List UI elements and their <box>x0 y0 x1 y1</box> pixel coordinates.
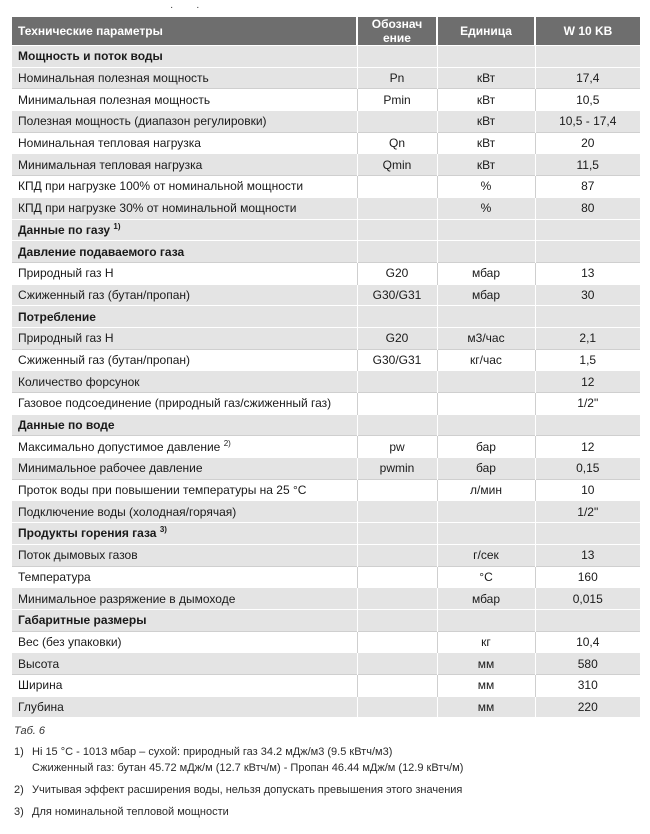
section-title-text: Мощность и поток воды <box>18 49 163 64</box>
param-cell-text: Природный газ H <box>18 331 114 346</box>
param-cell <box>12 284 357 306</box>
param-cell <box>12 631 357 653</box>
footnote-text <box>32 744 644 776</box>
param-cell <box>12 393 357 415</box>
section-title-text: Давление подаваемого газа <box>18 244 185 259</box>
value-cell <box>535 458 640 480</box>
table-header-row <box>12 17 640 46</box>
section-empty-cell <box>357 46 437 68</box>
designation-cell <box>357 436 437 458</box>
footnote-line: Для номинальной тепловой мощности <box>32 806 229 818</box>
param-cell <box>12 653 357 675</box>
value-cell <box>535 371 640 393</box>
section-row <box>12 414 640 436</box>
table-row <box>12 327 640 349</box>
unit-cell <box>437 327 535 349</box>
section-title-text: Данные по газу <box>18 222 111 237</box>
unit-cell <box>437 544 535 566</box>
footnote <box>14 744 644 776</box>
section-empty-cell <box>357 241 437 263</box>
section-title-text: Данные по воде <box>18 418 115 433</box>
designation-cell <box>357 696 437 717</box>
unit-cell-text: кВт <box>476 71 496 86</box>
param-cell-text: Поток дымовых газов <box>18 548 138 563</box>
unit-cell-text: % <box>480 201 492 216</box>
footnote-line: Учитывая эффект расширения воды, нельзя допускать превышения этого значения <box>32 784 463 796</box>
top-dots: · · <box>170 2 210 13</box>
unit-cell <box>437 89 535 111</box>
section-empty-cell <box>535 306 640 328</box>
unit-cell <box>437 458 535 480</box>
table-row <box>12 588 640 610</box>
table-caption: Таб. 6 <box>14 725 46 737</box>
value-cell-text: 220 <box>577 699 598 714</box>
param-cell-text: Максимально допустимое давление <box>18 439 221 454</box>
section-empty-cell <box>437 219 535 241</box>
unit-cell-text: кВт <box>476 157 496 172</box>
table-row <box>12 132 640 154</box>
unit-cell <box>437 111 535 133</box>
param-cell <box>12 89 357 111</box>
table-row <box>12 566 640 588</box>
value-cell <box>535 67 640 89</box>
param-cell <box>12 349 357 371</box>
value-cell <box>535 327 640 349</box>
section-title-text: Потребление <box>18 309 96 324</box>
footnotes <box>14 744 644 820</box>
designation-cell-text: pwmin <box>379 461 415 476</box>
value-cell-text: 10,4 <box>576 634 600 649</box>
unit-cell-text: г/сек <box>473 548 499 563</box>
unit-cell-text: кг <box>481 634 491 649</box>
table-row <box>12 544 640 566</box>
table-row <box>12 501 640 523</box>
section-empty-cell <box>437 46 535 68</box>
designation-cell <box>357 393 437 415</box>
unit-cell <box>437 653 535 675</box>
designation-cell <box>357 544 437 566</box>
value-cell-text: 20 <box>581 136 595 151</box>
value-cell-text: 160 <box>577 569 598 584</box>
value-cell-text: 12 <box>581 374 595 389</box>
unit-cell <box>437 588 535 610</box>
value-cell-text: 1/2" <box>577 396 599 411</box>
designation-cell <box>357 132 437 154</box>
param-cell <box>12 111 357 133</box>
param-cell-text: КПД при нагрузке 30% от номинальной мощности <box>18 201 297 216</box>
section-empty-cell <box>357 414 437 436</box>
unit-cell <box>437 67 535 89</box>
param-cell-text: Номинальная тепловая нагрузка <box>18 136 201 151</box>
designation-cell <box>357 154 437 176</box>
value-cell <box>535 566 640 588</box>
section-title <box>12 523 357 545</box>
value-cell <box>535 284 640 306</box>
section-row <box>12 46 640 68</box>
table-row <box>12 631 640 653</box>
footnote-line: Hi 15 °C - 1013 мбар – сухой: природный газ 34.2 мДж/м3 (9.5 кВтч/м3) <box>32 746 393 758</box>
section-empty-cell <box>535 414 640 436</box>
designation-cell-text: G20 <box>385 266 409 281</box>
designation-cell <box>357 89 437 111</box>
param-cell-text: Ширина <box>18 678 63 693</box>
section-title <box>12 219 357 241</box>
footnote-text <box>32 804 644 820</box>
unit-cell-text: бар <box>476 439 496 454</box>
value-cell <box>535 653 640 675</box>
value-cell-text: 10,5 <box>576 92 600 107</box>
unit-cell <box>437 436 535 458</box>
footnote-number: 3) <box>14 806 24 818</box>
param-cell <box>12 696 357 717</box>
unit-cell <box>437 631 535 653</box>
designation-cell <box>357 566 437 588</box>
section-row <box>12 241 640 263</box>
section-row <box>12 609 640 631</box>
value-cell-text: 17,4 <box>576 71 600 86</box>
table-row <box>12 458 640 480</box>
param-cell-text: Глубина <box>18 699 64 714</box>
value-cell-text: 10 <box>581 483 595 498</box>
section-empty-cell <box>357 219 437 241</box>
value-cell-text: 0,015 <box>572 591 603 606</box>
param-cell-text: Проток воды при повышении температуры на 25 °C <box>18 483 307 498</box>
table-row <box>12 89 640 111</box>
designation-cell-text: pw <box>389 439 405 454</box>
unit-cell-text: мм <box>477 699 495 714</box>
designation-cell <box>357 501 437 523</box>
unit-cell <box>437 349 535 371</box>
value-cell <box>535 501 640 523</box>
designation-cell <box>357 653 437 675</box>
value-cell-text: 2,1 <box>579 331 597 346</box>
header-model: W 10 KB <box>535 17 640 46</box>
table-row <box>12 284 640 306</box>
designation-cell <box>357 371 437 393</box>
table-row <box>12 262 640 284</box>
unit-cell-text: % <box>480 179 492 194</box>
param-cell-text: Минимальная тепловая нагрузка <box>18 157 203 172</box>
designation-cell-text: G30/G31 <box>372 352 422 367</box>
designation-cell-text: Pmin <box>383 92 411 107</box>
table-row <box>12 696 640 717</box>
param-cell-text: Количество форсунок <box>18 374 140 389</box>
designation-cell <box>357 111 437 133</box>
footnote-ref: 1) <box>113 221 121 231</box>
value-cell-text: 1/2" <box>577 504 599 519</box>
unit-cell-text: кг/час <box>470 352 502 367</box>
value-cell <box>535 111 640 133</box>
param-cell-text: Газовое подсоединение (природный газ/сжиженный газ) <box>18 396 332 411</box>
value-cell-text: 0,15 <box>576 461 600 476</box>
param-cell-text: Минимальное рабочее давление <box>18 461 203 476</box>
value-cell-text: 11,5 <box>576 157 599 172</box>
value-cell-text: 10,5 - 17,4 <box>559 114 617 129</box>
param-cell-text: Номинальная полезная мощность <box>18 71 209 86</box>
value-cell <box>535 349 640 371</box>
param-cell-text: Минимальное разряжение в дымоходе <box>18 591 236 606</box>
table-row <box>12 674 640 696</box>
designation-cell-text: G30/G31 <box>372 287 422 302</box>
section-empty-cell <box>437 414 535 436</box>
value-cell <box>535 674 640 696</box>
unit-cell-text: кВт <box>476 92 496 107</box>
value-cell-text: 13 <box>581 548 595 563</box>
table-row <box>12 393 640 415</box>
unit-cell <box>437 479 535 501</box>
table-row <box>12 371 640 393</box>
param-cell <box>12 327 357 349</box>
unit-cell <box>437 154 535 176</box>
designation-cell <box>357 631 437 653</box>
section-empty-cell <box>535 241 640 263</box>
unit-cell <box>437 393 535 415</box>
footnote-line: Сжиженный газ: бутан 45.72 мДж/м (12.7 кВтч/м) - Пропан 46.44 мДж/м (12.9 кВтч/м) <box>32 762 464 774</box>
unit-cell <box>437 696 535 717</box>
footnote-text <box>32 782 644 798</box>
header-param: Технические параметры <box>12 17 357 46</box>
param-cell <box>12 154 357 176</box>
unit-cell-text: кВт <box>476 114 496 129</box>
param-cell-text: Подключение воды (холодная/горячая) <box>18 504 237 519</box>
footnote-number: 2) <box>14 784 24 796</box>
table-row <box>12 67 640 89</box>
designation-cell <box>357 458 437 480</box>
header-unit: Единица <box>437 17 535 46</box>
section-empty-cell <box>535 609 640 631</box>
value-cell <box>535 479 640 501</box>
value-cell <box>535 132 640 154</box>
unit-cell-text: мбар <box>471 266 501 281</box>
value-cell <box>535 89 640 111</box>
param-cell-text: Высота <box>18 656 60 671</box>
param-cell <box>12 436 357 458</box>
param-cell <box>12 371 357 393</box>
unit-cell-text: мбар <box>471 591 501 606</box>
designation-cell <box>357 176 437 198</box>
param-cell-text: КПД при нагрузке 100% от номинальной мощности <box>18 179 304 194</box>
unit-cell-text: мм <box>477 656 495 671</box>
section-empty-cell <box>535 219 640 241</box>
value-cell <box>535 631 640 653</box>
value-cell-text: 12 <box>581 439 595 454</box>
unit-cell <box>437 501 535 523</box>
unit-cell-text: л/мин <box>470 483 502 498</box>
value-cell <box>535 544 640 566</box>
table-row <box>12 479 640 501</box>
section-empty-cell <box>437 609 535 631</box>
param-cell <box>12 458 357 480</box>
table-body <box>12 46 640 718</box>
section-row <box>12 219 640 241</box>
param-cell-text: Полезная мощность (диапазон регулировки) <box>18 114 267 129</box>
designation-cell <box>357 262 437 284</box>
unit-cell <box>437 371 535 393</box>
table-row <box>12 653 640 675</box>
unit-cell <box>437 566 535 588</box>
footnote-ref: 3) <box>159 525 167 535</box>
section-empty-cell <box>357 609 437 631</box>
table-row <box>12 176 640 198</box>
designation-cell <box>357 349 437 371</box>
section-title-text: Продукты горения газа <box>18 526 157 541</box>
param-cell <box>12 132 357 154</box>
value-cell-text: 30 <box>581 287 595 302</box>
param-cell-text: Вес (без упаковки) <box>18 634 122 649</box>
section-title <box>12 241 357 263</box>
unit-cell <box>437 262 535 284</box>
technical-parameters-table <box>12 17 640 717</box>
designation-cell-text: Pn <box>389 71 405 86</box>
unit-cell-text: мм <box>477 678 495 693</box>
param-cell-text: Температура <box>18 569 91 584</box>
unit-cell <box>437 197 535 219</box>
param-cell <box>12 501 357 523</box>
unit-cell <box>437 176 535 198</box>
value-cell-text: 580 <box>577 656 598 671</box>
value-cell <box>535 588 640 610</box>
param-cell-text: Природный газ H <box>18 266 114 281</box>
value-cell-text: 80 <box>581 201 595 216</box>
section-row <box>12 306 640 328</box>
unit-cell <box>437 674 535 696</box>
unit-cell-text: м3/час <box>467 331 505 346</box>
param-cell <box>12 479 357 501</box>
section-empty-cell <box>535 523 640 545</box>
header-designation: Обознач ение <box>357 17 437 46</box>
unit-cell-text: °C <box>479 569 493 584</box>
table-row <box>12 197 640 219</box>
section-empty-cell <box>535 46 640 68</box>
designation-cell-text: Qn <box>388 136 405 151</box>
table-row <box>12 436 640 458</box>
value-cell <box>535 696 640 717</box>
param-cell <box>12 262 357 284</box>
footnote <box>14 782 644 798</box>
table-row <box>12 111 640 133</box>
param-cell <box>12 176 357 198</box>
value-cell-text: 87 <box>581 179 595 194</box>
param-cell <box>12 544 357 566</box>
footnote <box>14 804 644 820</box>
designation-cell <box>357 674 437 696</box>
param-cell <box>12 588 357 610</box>
section-empty-cell <box>437 241 535 263</box>
param-cell-text: Сжиженный газ (бутан/пропан) <box>18 287 191 302</box>
value-cell-text: 13 <box>581 266 595 281</box>
value-cell-text: 1,5 <box>579 352 597 367</box>
param-cell <box>12 674 357 696</box>
value-cell <box>535 176 640 198</box>
designation-cell-text: Qmin <box>382 157 412 172</box>
section-empty-cell <box>357 306 437 328</box>
section-empty-cell <box>357 523 437 545</box>
value-cell <box>535 436 640 458</box>
section-title-text: Габаритные размеры <box>18 613 147 628</box>
value-cell <box>535 393 640 415</box>
param-cell <box>12 197 357 219</box>
designation-cell <box>357 197 437 219</box>
unit-cell-text: бар <box>476 461 496 476</box>
value-cell-text: 310 <box>577 678 598 693</box>
param-cell <box>12 566 357 588</box>
param-cell-text: Минимальная полезная мощность <box>18 92 211 107</box>
table-row <box>12 349 640 371</box>
section-empty-cell <box>437 306 535 328</box>
designation-cell <box>357 284 437 306</box>
designation-cell <box>357 327 437 349</box>
footnote-ref: 2) <box>223 438 231 448</box>
param-cell-text: Сжиженный газ (бутан/пропан) <box>18 352 191 367</box>
section-title <box>12 609 357 631</box>
section-title <box>12 46 357 68</box>
value-cell <box>535 197 640 219</box>
designation-cell <box>357 588 437 610</box>
footnote-number: 1) <box>14 746 24 758</box>
section-row <box>12 523 640 545</box>
designation-cell-text: G20 <box>385 331 409 346</box>
designation-cell <box>357 479 437 501</box>
unit-cell-text: кВт <box>476 136 496 151</box>
unit-cell-text: мбар <box>471 287 501 302</box>
designation-cell <box>357 67 437 89</box>
section-empty-cell <box>437 523 535 545</box>
param-cell <box>12 67 357 89</box>
section-title <box>12 306 357 328</box>
table-row <box>12 154 640 176</box>
unit-cell <box>437 132 535 154</box>
section-title <box>12 414 357 436</box>
unit-cell <box>437 284 535 306</box>
value-cell <box>535 262 640 284</box>
value-cell <box>535 154 640 176</box>
